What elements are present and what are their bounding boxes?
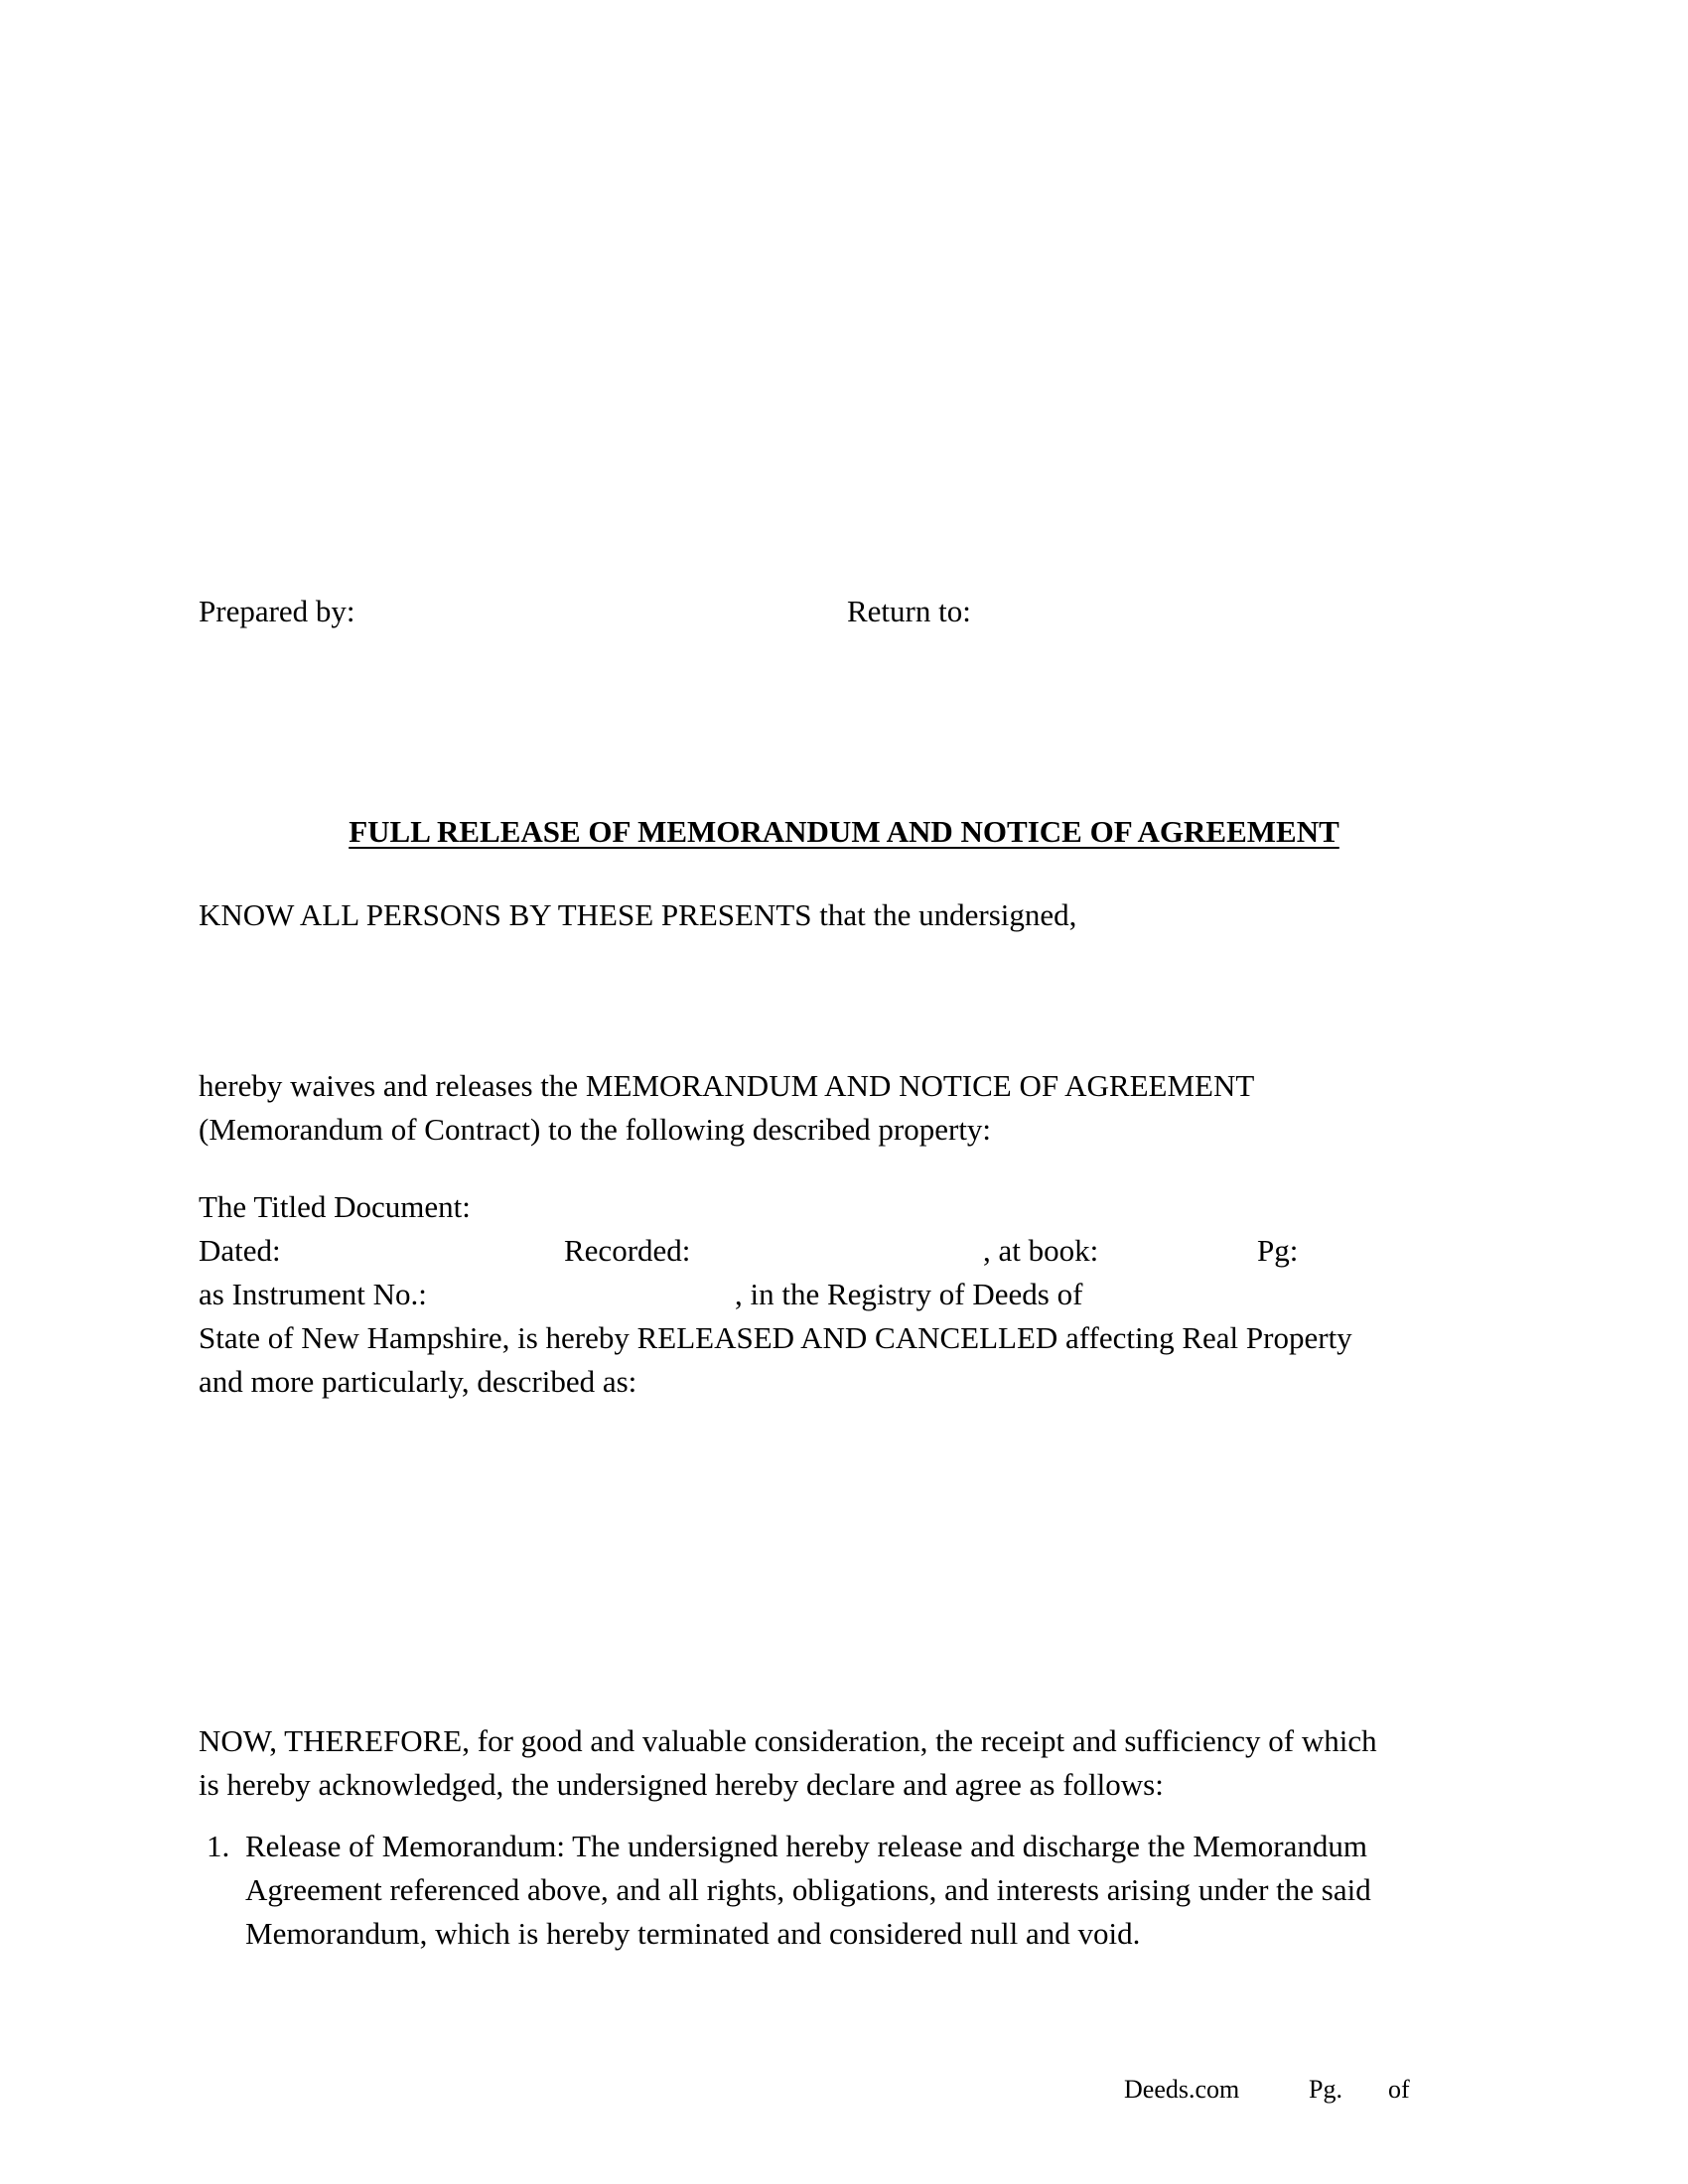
document-title-text: FULL RELEASE OF MEMORANDUM AND NOTICE OF AGREEMENT bbox=[349, 814, 1339, 849]
waives-line-1: hereby waives and releases the MEMORANDUM AND NOTICE OF AGREEMENT bbox=[199, 1068, 1255, 1103]
footer-page-label: Pg. bbox=[1309, 2075, 1342, 2104]
at-book-label: , at book: bbox=[983, 1233, 1099, 1268]
described-as-line: and more particularly, described as: bbox=[199, 1364, 637, 1399]
state-release-line: State of New Hampshire, is hereby RELEASED AND CANCELLED affecting Real Property bbox=[199, 1320, 1352, 1355]
dated-label: Dated: bbox=[199, 1233, 281, 1268]
therefore-line-1: NOW, THEREFORE, for good and valuable consideration, the receipt and sufficiency of which bbox=[199, 1723, 1377, 1758]
instrument-number-label: as Instrument No.: bbox=[199, 1277, 427, 1311]
recorded-label: Recorded: bbox=[564, 1233, 691, 1268]
document-title bbox=[0, 810, 1688, 854]
return-to-label: Return to: bbox=[847, 594, 971, 628]
clause-line-3: Memorandum, which is hereby terminated and considered null and void. bbox=[245, 1916, 1141, 1951]
page-label: Pg: bbox=[1257, 1233, 1299, 1268]
footer-of-label: of bbox=[1388, 2075, 1410, 2104]
registry-label: , in the Registry of Deeds of bbox=[735, 1277, 1083, 1311]
clause-number: 1. bbox=[207, 1829, 230, 1863]
clause-line-1: Release of Memorandum: The undersigned hereby release and discharge the Memorandum bbox=[245, 1829, 1367, 1863]
clause-line-2: Agreement referenced above, and all rights, obligations, and interests arising under the said bbox=[245, 1872, 1371, 1907]
waives-line-2: (Memorandum of Contract) to the following described property: bbox=[199, 1112, 992, 1147]
therefore-line-2: is hereby acknowledged, the undersigned hereby declare and agree as follows: bbox=[199, 1767, 1164, 1802]
intro-paragraph: KNOW ALL PERSONS BY THESE PRESENTS that the undersigned, bbox=[199, 897, 1077, 932]
footer-site: Deeds.com bbox=[1124, 2075, 1240, 2104]
prepared-by-label: Prepared by: bbox=[199, 594, 355, 628]
titled-document-label: The Titled Document: bbox=[199, 1189, 471, 1224]
